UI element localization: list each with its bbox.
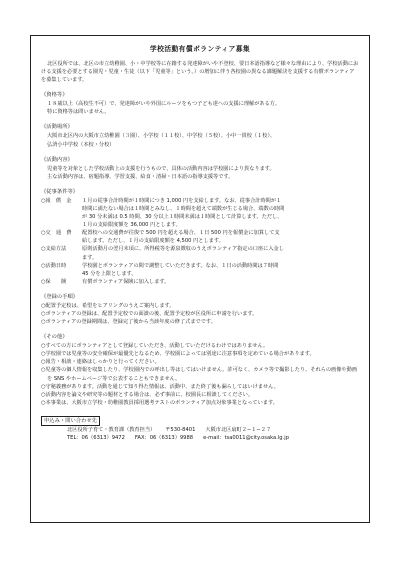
contact-heading: 申込み・問い合わせ先 (41, 416, 100, 426)
section-heading-content: 《活動内容》 (41, 156, 73, 163)
condition-line: 時間に満たない場合は１時間とみなし、１時間を超えて端数が生じる場合、端数の時間 (82, 205, 285, 212)
condition-line: 有償ボランティア保険に加入します。 (82, 278, 170, 285)
section-place (41, 123, 359, 148)
contact-email[interactable]: e-mail：tsa0011@city.osaka.lg.jp (203, 435, 289, 441)
condition-line: １月の従事合計時間が１時間につき 1,000 円を支給します。なお、従事合計時間が１ (82, 197, 282, 204)
section-conditions (41, 188, 359, 286)
other-item: ○守秘義務があります。活動を通じて知り得た情報は、活動中、また終了後も漏らしてはいけません。 (41, 383, 279, 390)
section-registration (41, 293, 359, 326)
flyer-frame (30, 35, 370, 523)
intro-paragraph: 北区役所では、北区の市立幼稚園、小・中学校等に在籍する発達障がいや不登校、要日本語指導など様々な理由により、学校活動における支援を必要とする園児・児童・生徒（以下「児童等」という。）の増加に伴う各校園の異なる課題解決を支援する有償ボランティアを募集しています。 (41, 61, 359, 84)
page-title: 学校活動有償ボランティア募集 (149, 45, 251, 53)
condition-label: ○報 償 金 (41, 197, 72, 204)
contact-address: 大阪市北区扇町２−１−２７ (205, 426, 272, 433)
condition-label: ○支給方法 (41, 246, 67, 253)
place-line: 大阪市北区内の大阪市立幼稚園（３園）、小学校（１１校）、中学校（５校）、小中一貫校（１校）、 (47, 133, 276, 140)
condition-label: ○保 険 (41, 278, 67, 285)
condition-schedule (41, 262, 359, 278)
section-heading-registration: 《登録の手順》 (41, 293, 79, 300)
registration-item: ○ボランティアの登録は、配置予定校での面談の後、配置予定校が区役所に申請を行います。 (41, 310, 258, 317)
condition-reward (41, 197, 359, 229)
content-line: 児童等を対象とした学校活動上の支援を行うもので、具体の活動内容は学校園により異なります。 (47, 165, 275, 172)
condition-transport (41, 229, 359, 245)
section-heading-place: 《活動場所》 (41, 124, 73, 131)
condition-label: ○活動日時 (41, 262, 67, 269)
condition-label: ○交 通 費 (41, 230, 72, 237)
content-line: 主な活動内容は、宿題指導、学習支援、給食・清掃・日本語の指導支援等です。 (47, 173, 234, 180)
condition-line: 学校園とボランティアの間で調整していただきます。なお、１日の活動時間は７時間 (82, 262, 279, 269)
qualification-line: 特に資格等は問いません。 (47, 109, 110, 116)
condition-payment (41, 245, 359, 261)
condition-line: が 30 分未満は 0.5 時間、30 分以上１時間未満は１時間として計算します。ただし、 (82, 214, 283, 221)
contact-fax: FAX：06（6313）9988 (134, 435, 194, 441)
condition-text (82, 229, 359, 245)
contact-address-line (41, 426, 359, 434)
contact-dept: 北区役所子育て・教育課（教育担当） (67, 426, 156, 433)
section-other (41, 333, 359, 407)
contact-tel: TEL：06（6313）9472 (67, 435, 125, 441)
contact-block (41, 407, 359, 442)
condition-line: 45 分を上限とします。 (82, 270, 137, 277)
section-heading-qualification: 《資格等》 (41, 92, 68, 99)
section-heading-other: 《その他》 (41, 334, 68, 341)
other-item: ○児童等の個人情報を収集したり、学校園内での呼出し等はしてはいけません。許可なく、カメラ等で撮影したり、それらの画像や動画を SNS やホームページ等で公表することもできません。 (41, 367, 357, 382)
registration-item: ○ボランティアの登録期間は、登録完了後から当該年度の修了式までです。 (41, 319, 216, 326)
condition-text (82, 278, 359, 286)
other-item: ○学校園では児童等の安全確保が最優先となるため、学校園によっては別途に注意事項を定めている場合があります。 (41, 351, 315, 358)
section-qualification (41, 91, 359, 116)
condition-line: 原則活動月の翌月末頃に、所得税等を源泉徴収のうえボランティア指定の口座に入金し (82, 246, 284, 253)
other-item: ○すべての方にボランティアとして登録していただき、活動していただけるわけではありません。 (41, 343, 269, 350)
condition-line: 給します。ただし、１月の支給限度額を 4,500 円とします。 (82, 238, 224, 245)
contact-postal: 〒530-8401 (165, 426, 196, 433)
condition-line: 配置校への交通費が往復で 500 円を超える場合、１日 500 円を報償金に加算して支 (82, 230, 280, 237)
qualification-line: １８歳以上（高校生不可）で、発達障がいや外国にルーツをもつ子ども達への支援に理解がある方。 (47, 101, 281, 108)
other-item: ○報告・相談・連絡はしっかりと行ってください。 (41, 359, 160, 366)
condition-line: ます。 (82, 254, 98, 261)
section-content (41, 156, 359, 181)
condition-text (82, 262, 359, 278)
other-item: ○活動内容を論文や研究等の題材とする場合は、必ず事前に、校園長に相談してください。 (41, 391, 254, 398)
place-line: 弘済小中学校（本校・分校） (47, 141, 115, 148)
condition-text (82, 245, 359, 261)
registration-item: ○配置予定校は、希望をヒアリングのうえご案内します。 (41, 302, 175, 309)
condition-insurance (41, 278, 359, 286)
condition-text (82, 197, 359, 229)
section-heading-conditions: 《従事条件等》 (41, 188, 79, 195)
other-item: ○本事業は、大阪市立学校・幼稚園教員採用選考テストのボランティア加点対象事業となっています。 (41, 399, 278, 406)
condition-line: １月の支給限度額を 36,000 円とします。 (82, 222, 181, 229)
contact-phone-line (41, 434, 359, 442)
